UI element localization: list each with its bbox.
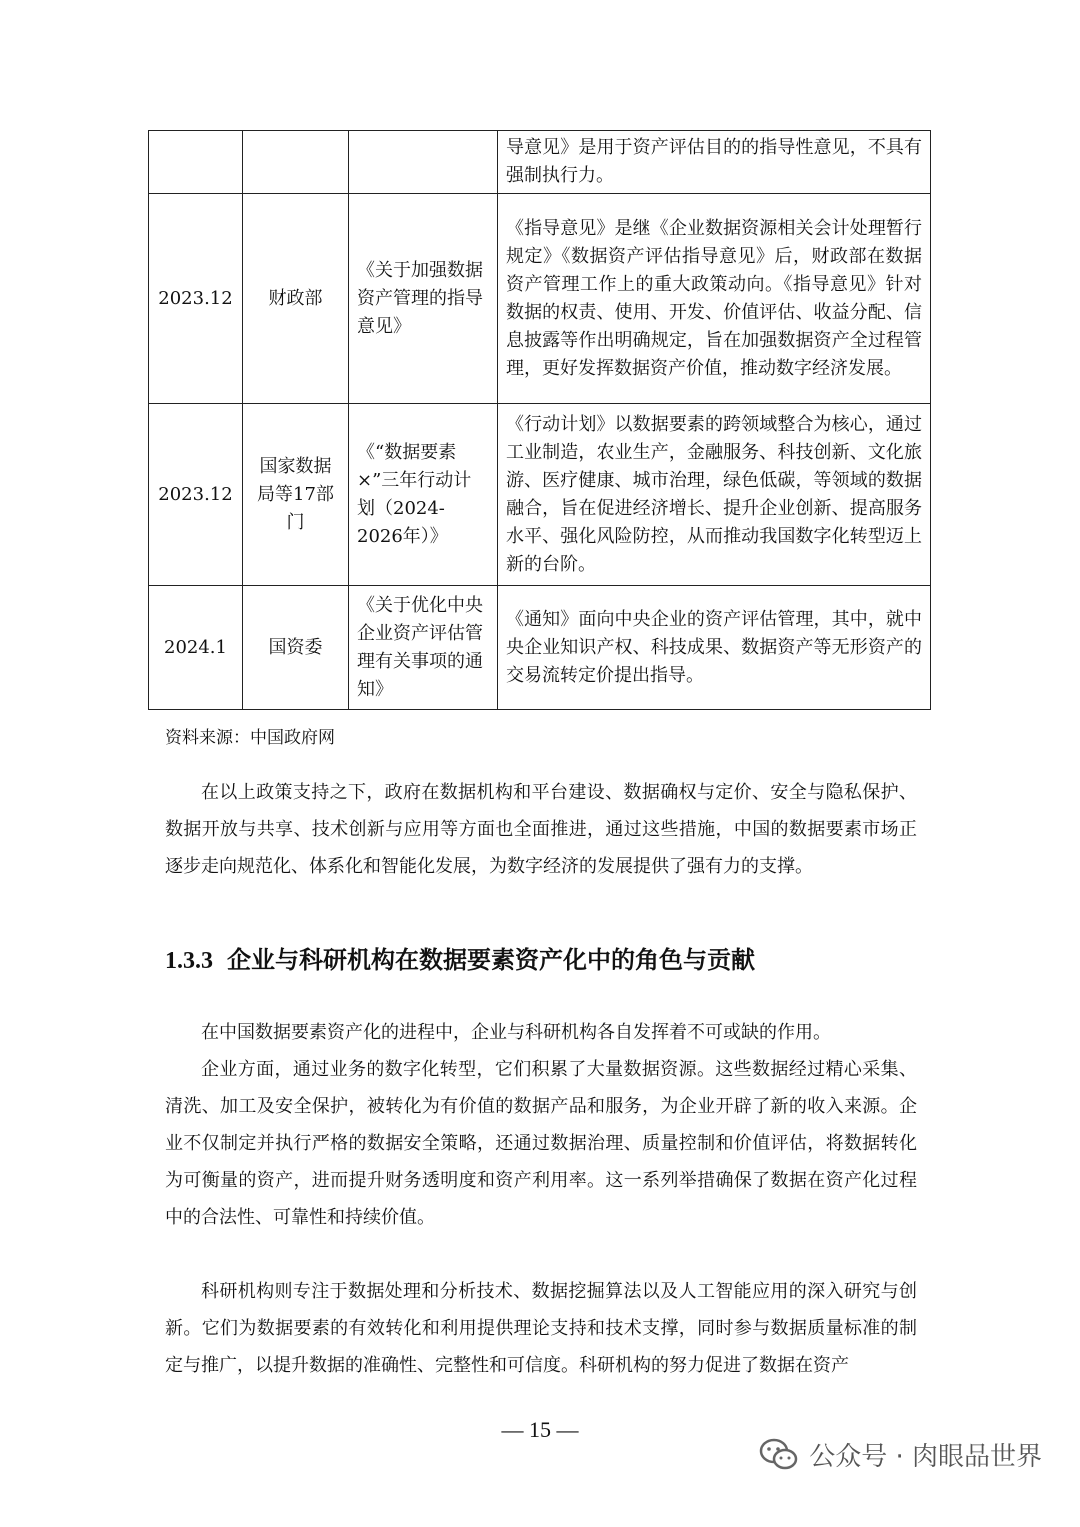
policy-table <box>148 130 931 710</box>
section-number: 1.3.3 <box>165 948 213 974</box>
table-cell-org: 财政部 <box>243 194 349 404</box>
paragraph: 在以上政策支持之下，政府在数据机构和平台建设、数据确权与定价、安全与隐私保护、数据开放与共享、技术创新与应用等方面也全面推进，通过这些措施，中国的数据要素市场正逐步走向规范化、体系化和智能化发展，为数字经济的发展提供了强有力的支撑。 <box>165 782 917 877</box>
paragraph: 科研机构则专注于数据处理和分析技术、数据挖掘算法以及人工智能应用的深入研究与创新。它们为数据要素的有效转化和利用提供理论支持和技术支撑，同时参与数据质量标准的制定与推广，以提升数据的准确性、完整性和可信度。科研机构的努力促进了数据在资产 <box>165 1281 917 1376</box>
table-cell-date: 2023.12 <box>149 404 243 586</box>
table-cell-title <box>349 131 498 194</box>
table-cell-desc: 导意见》是用于资产评估目的的指导性意见，不具有强制执行力。 <box>498 131 931 194</box>
table-row <box>149 586 931 710</box>
table-cell-org: 国家数据局等17部门 <box>243 404 349 586</box>
wechat-icon <box>759 1438 799 1472</box>
section-heading <box>165 940 755 975</box>
watermark <box>759 1436 1042 1473</box>
table-cell-org <box>243 131 349 194</box>
table-cell-title: 《关于优化中央企业资产评估管理有关事项的通知》 <box>349 586 498 710</box>
table-cell-desc: 《指导意见》是继《企业数据资源相关会计处理暂行规定》《数据资产评估指导意见》后，财政部在数据资产管理工作上的重大政策动向。《指导意见》针对数据的权责、使用、开发、价值评估、收益分配、信息披露等作出明确规定，旨在加强数据资产全过程管理，更好发挥数据资产价值，推动数字经济发展。 <box>498 194 931 404</box>
table-cell-org: 国资委 <box>243 586 349 710</box>
paragraph: 企业方面，通过业务的数字化转型，它们积累了大量数据资源。这些数据经过精心采集、清洗、加工及安全保护，被转化为有价值的数据产品和服务，为企业开辟了新的收入来源。企业不仅制定并执行严格的数据安全策略，还通过数据治理、质量控制和价值评估，将数据转化为可衡量的资产，进而提升财务透明度和资产利用率。这一系列举措确保了数据在资产化过程中的合法性、可靠性和持续价值。 <box>165 1059 917 1228</box>
table-row <box>149 131 931 194</box>
table-cell-title: 《关于加强数据资产管理的指导意见》 <box>349 194 498 404</box>
paragraph: 在中国数据要素资产化的进程中，企业与科研机构各自发挥着不可或缺的作用。 <box>201 1022 831 1043</box>
table-cell-date: 2024.1 <box>149 586 243 710</box>
watermark-text: 公众号 · 肉眼品世界 <box>809 1442 1042 1472</box>
table-row <box>149 404 931 586</box>
table-cell-desc: 《行动计划》以数据要素的跨领域整合为核心，通过工业制造，农业生产，金融服务、科技创新、文化旅游、医疗健康、城市治理，绿色低碳，等领域的数据融合，旨在促进经济增长、提升企业创新、提高服务水平、强化风险防控，从而推动我国数字化转型迈上新的台阶。 <box>498 404 931 586</box>
table-row <box>149 194 931 404</box>
table-cell-date <box>149 131 243 194</box>
table-cell-desc: 《通知》面向中央企业的资产评估管理，其中，就中央企业知识产权、科技成果、数据资产等无形资产的交易流转定价提出指导。 <box>498 586 931 710</box>
page-number: — 15 — <box>501 1417 579 1442</box>
table-source-note: 资料来源：中国政府网 <box>165 728 335 748</box>
section-title: 企业与科研机构在数据要素资产化中的角色与贡献 <box>227 946 755 974</box>
table-cell-date: 2023.12 <box>149 194 243 404</box>
table-cell-title: 《“数据要素×”三年行动计划（2024-2026年）》 <box>349 404 498 586</box>
